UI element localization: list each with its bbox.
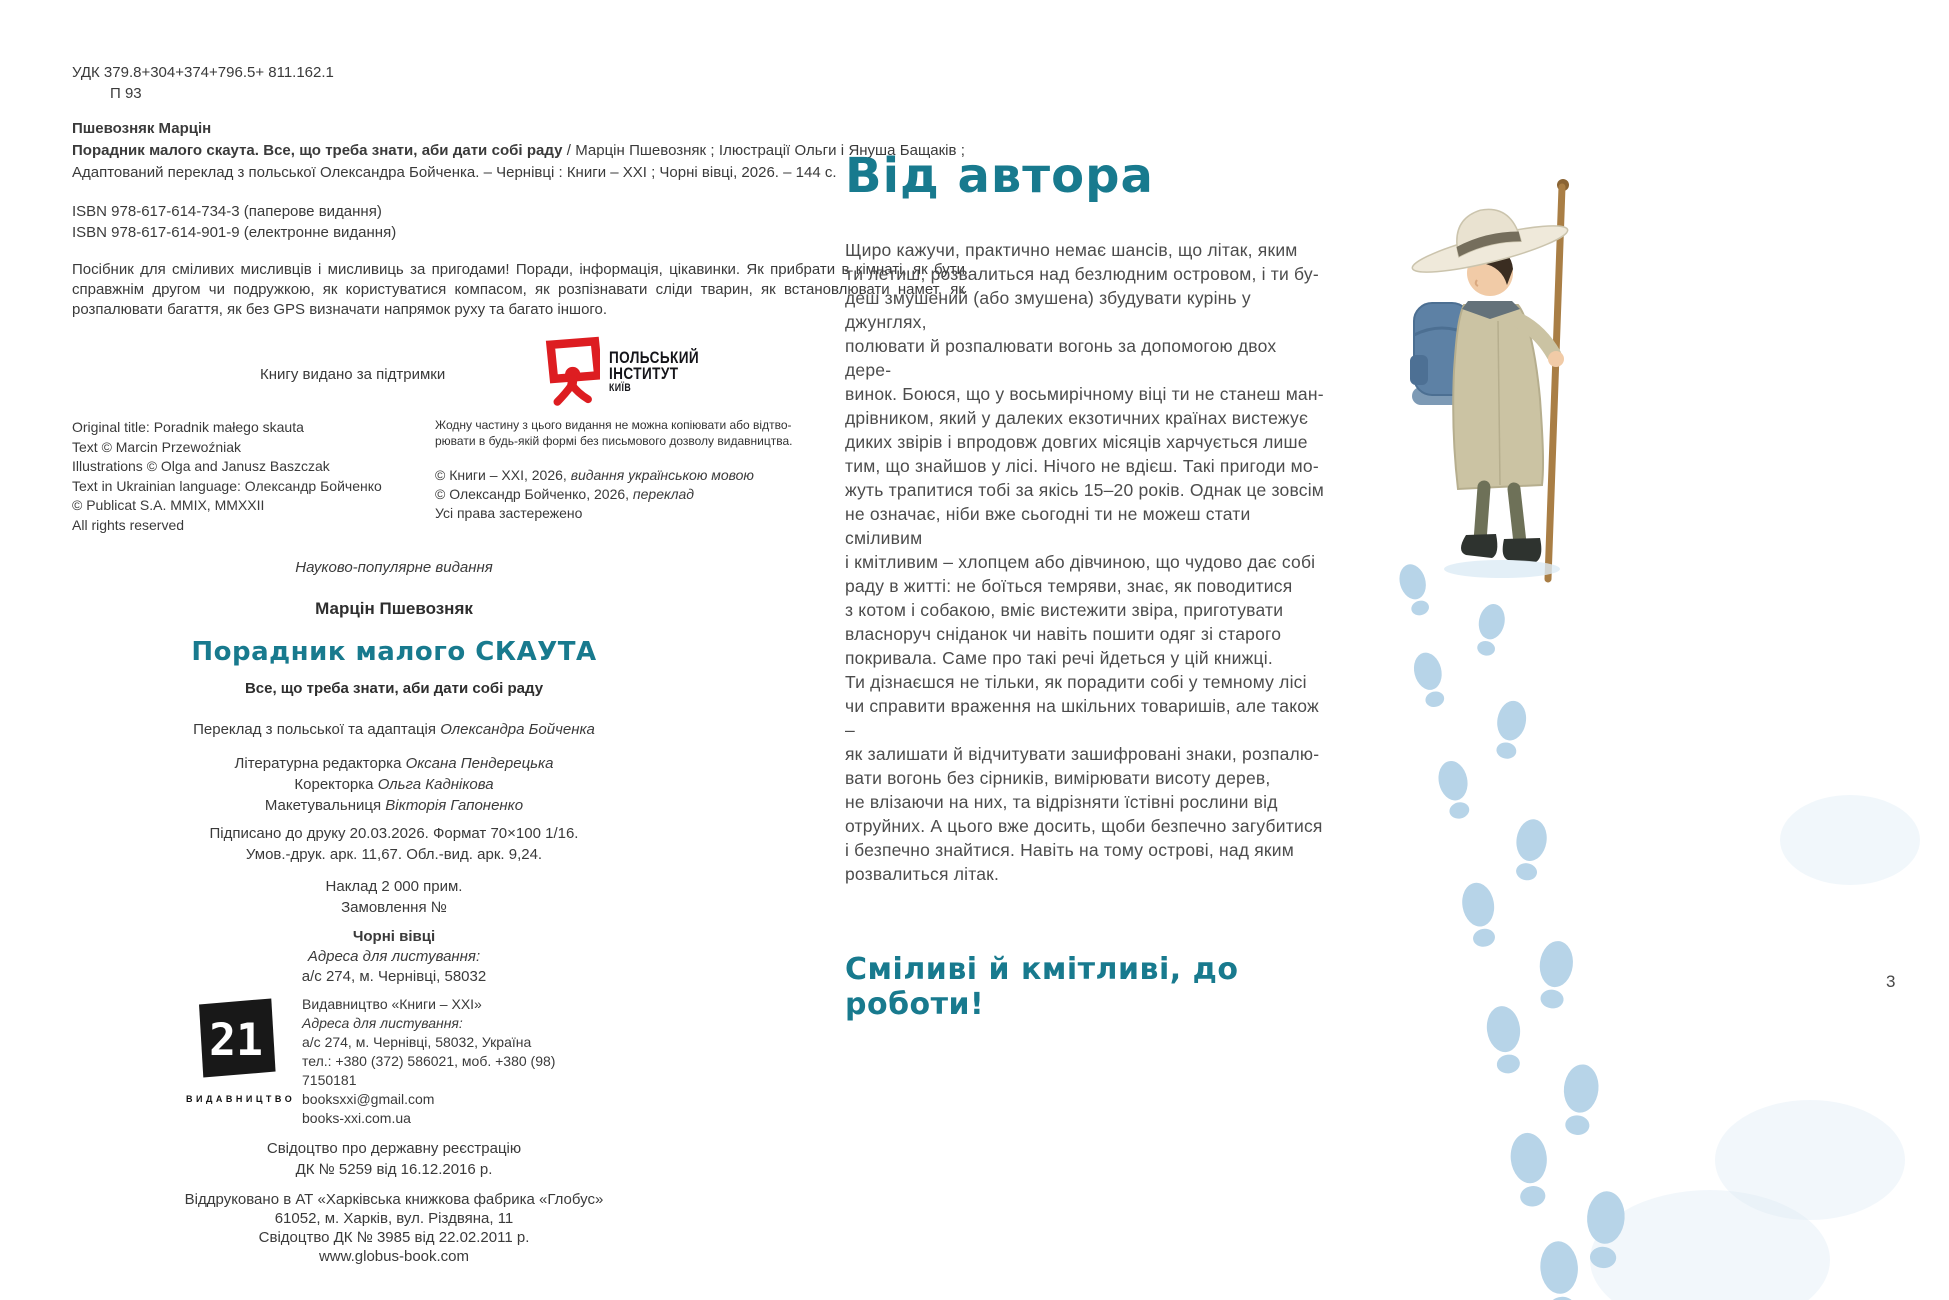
svg-text:21: 21 xyxy=(209,1013,263,1067)
printer-website: www.globus-book.com xyxy=(318,1248,470,1265)
leg xyxy=(1514,489,1520,543)
copyright-line: Text © Marcin Przewoźniak xyxy=(72,438,242,455)
text-line: з котом і собакою, вміє вистежити звіра, приготувати xyxy=(845,600,1284,620)
publisher-address-label: Адреса для листування: xyxy=(302,1015,463,1031)
footprint xyxy=(1484,1004,1526,1076)
publisher-address: а/с 274, м. Чернівці, 58032, Україна xyxy=(302,1034,532,1050)
footprint xyxy=(1508,1131,1552,1208)
books-xxi-logo-caption: ВИДАВНИЦТВО xyxy=(186,1094,296,1104)
copyright-line: Усі права застережено xyxy=(435,505,583,521)
publisher-block xyxy=(72,995,716,1128)
snow-shadow xyxy=(1444,560,1560,578)
text-line: і кмітливим – хлопцем або дівчиною, що чудово дає собі xyxy=(845,552,1316,572)
print-run: Наклад 2 000 прим. Замовлення № xyxy=(325,878,463,916)
page-number: 3 xyxy=(1886,972,1896,991)
staff-line: Літературна редакторка Оксана Пендерецька xyxy=(234,755,554,772)
polish-institute-wordmark: ПОЛЬСЬКИЙ ІНСТИТУТ КИЇВ xyxy=(609,348,700,394)
text-line: отруйних. А цього вже досить, щоби безпечно загубитися xyxy=(845,816,1323,836)
footprint xyxy=(1491,699,1529,761)
text-line: вати вогонь без сірників, вимірювати висоту дерев, xyxy=(845,768,1271,788)
printing-house: Віддруковано в АТ «Харківська книжкова фабрика «Глобус» 61052, м. Харків, вул. Різдвяна, 11 Свідоцтво ДК № 3985 від 22.02.2011 р. www.globus-book.com xyxy=(72,1190,716,1266)
copyright-section xyxy=(72,418,965,544)
foreword-text xyxy=(845,238,1325,886)
copyright-line: Illustrations © Olga and Janusz Baszczak xyxy=(72,458,330,474)
copyright-original xyxy=(72,418,424,535)
bibliographic-record xyxy=(72,118,965,184)
registration-certificate: Свідоцтво про державну реєстрацію ДК № 5259 від 16.12.2016 р. xyxy=(266,1140,522,1178)
edition-type: Науково-популярне видання xyxy=(295,559,493,576)
publisher-name: Видавництво «Книги – XXI» xyxy=(302,996,482,1012)
no-copy-notice: Жодну частину з цього видання не можна копіювати або відтво- рювати в будь-якій формі без письмового дозволу видавництва. xyxy=(435,418,793,448)
page-title: Від автора xyxy=(845,148,1154,204)
text-line: покривала. Саме про такі речі йдеться у цій книжці. xyxy=(845,648,1273,668)
boy-scout xyxy=(1403,179,1571,579)
footprint-trail xyxy=(1395,561,1626,1300)
call-to-action: Сміливі й кмітливі, до роботи! xyxy=(845,952,1239,1022)
annotation: Посібник для сміливих мисливців і мисливиць за пригодами! Поради, інформація, цікавинки. Як прибрати в кімнаті, як бути справжнім другом чи подружкою, як користуватися компасом, як розпізнавати сліди тварин, як встановлювати намет, як розпалювати багаття, як без GPS визначати напрямок руху та багато іншого. xyxy=(72,261,965,318)
books-xxi-logo-icon xyxy=(193,995,279,1081)
text-line: не влізаючи на них, та відрізняти їстівні рослини від xyxy=(845,792,1278,812)
text-line: як залишати й відчитувати зашифровані знаки, розпалю- xyxy=(845,744,1320,764)
text-line: Ти дізнаєшся не тільки, як порадити собі у темному лісі xyxy=(845,672,1307,692)
books-xxi-logo xyxy=(186,995,296,1128)
udk-block xyxy=(72,62,965,104)
footprint xyxy=(1472,602,1508,658)
copyright-line: Text in Ukrainian language: Олександр Бойченко xyxy=(72,477,382,494)
support-section xyxy=(72,332,965,416)
boot xyxy=(1503,538,1542,562)
author-foreword-page xyxy=(845,140,1325,1022)
copyright-line: © Publicat S.A. MMIX, MMXXII xyxy=(72,497,265,513)
publisher-phone: тел.: +380 (372) 586021, моб. +380 (98) 7150181 xyxy=(302,1053,556,1088)
text-line: розвалиться літак. xyxy=(845,864,1000,884)
print-info: Підписано до друку 20.03.2026. Формат 70×100 1/16. Умов.-друк. арк. 11,67. Обл.-вид. арк. 9,24. xyxy=(209,825,579,863)
black-sheep-imprint xyxy=(72,927,716,987)
imprint-column xyxy=(72,557,716,1266)
publisher-website: books-xxi.com.ua xyxy=(302,1110,411,1126)
publisher-contacts xyxy=(302,995,602,1128)
watercolor-wash xyxy=(1780,795,1920,885)
isbn-line: ISBN 978-617-614-901-9 (електронне видання) xyxy=(72,224,397,241)
imprint-author: Марцін Пшевозняк xyxy=(315,599,473,618)
footprint xyxy=(1395,561,1434,618)
isbn-line: ISBN 978-617-614-734-3 (паперове видання) xyxy=(72,203,382,220)
text-line: ти летиш, розвалиться над безлюдним островом, і ти бу- xyxy=(845,264,1319,284)
footprint xyxy=(1459,880,1501,949)
boy-scout-illustration xyxy=(1290,140,1949,1300)
polish-institute-logo xyxy=(542,332,722,412)
footprint xyxy=(1410,650,1450,710)
copyright-line: © Книги – XXI, 2026, видання українською мовою xyxy=(435,467,754,483)
footprint xyxy=(1510,817,1549,882)
footprint xyxy=(1559,1063,1601,1137)
translation-credit: Переклад з польської та адаптація Олександра Бойченка xyxy=(193,721,595,738)
leg xyxy=(1480,487,1484,541)
footprint xyxy=(1539,1240,1582,1300)
copyright-line: Original title: Poradnik małego skauta xyxy=(72,419,304,435)
udk-line: УДК 379.8+304+374+796.5+ 811.162.1 xyxy=(72,64,334,81)
text-line: полювати й розпалювати вогонь за допомогою двох дере- xyxy=(845,336,1277,380)
polish-institute-figure-icon xyxy=(542,333,600,411)
text-line: Щиро кажучи, практично немає шансів, що літак, яким xyxy=(845,240,1298,260)
text-line: раду в житті: не боїться темряви, знає, як поводитися xyxy=(845,576,1293,596)
publisher-email: booksxxi@gmail.com xyxy=(302,1091,435,1107)
text-line: і безпечно знайтися. Навіть на тому острові, над яким xyxy=(845,840,1294,860)
staff-line: Коректорка Ольга Каднікова xyxy=(294,776,494,793)
boot xyxy=(1461,534,1497,558)
udk-line: П 93 xyxy=(110,85,142,102)
imprint-title: Порадник малого СКАУТА xyxy=(191,637,597,667)
black-sheep-name: Чорні вівці xyxy=(352,928,436,945)
text-line: не означає, ніби вже сьогодні ти не можеш стати сміливим xyxy=(845,504,1251,548)
support-note: Книгу видано за підтримки xyxy=(260,366,446,383)
text-line: власноруч сніданок чи навіть пошити одяг зі старого xyxy=(845,624,1282,644)
staff-line: Макетувальниця Вікторія Гапоненко xyxy=(264,797,524,814)
text-line: жуть трапитися тобі за якісь 15–20 років. Однак це зовсім xyxy=(845,480,1325,500)
author-heading: Пшевозняк Марцін xyxy=(72,120,212,137)
black-sheep-address-label: Адреса для листування: xyxy=(307,948,481,965)
text-line: дрівником, який у далеких екзотичних країнах вистежує xyxy=(845,408,1309,428)
text-line: диких звірів і впродовж довгих місяців харчується лише xyxy=(845,432,1308,452)
imprint-subtitle: Все, що треба знати, аби дати собі раду xyxy=(244,680,544,697)
bib-entry: Порадник малого скаута. Все, що треба знати, аби дати собі раду / Марцін Пшевозняк ; Ілюстрації Ольги і Януша Бащаків ; Адаптований переклад з польської Олександра Бойченка. – Чернівці : Книги – XXI ; Чорні вівці, 2026. – 144 с. xyxy=(72,142,965,181)
isbn-block xyxy=(72,201,965,243)
walking-staff xyxy=(1548,187,1562,579)
footprint xyxy=(1435,758,1475,821)
editorial-staff xyxy=(72,753,716,816)
footprint xyxy=(1535,939,1576,1010)
copyright-line: All rights reserved xyxy=(72,516,185,533)
copyright-line: © Олександр Бойченко, 2026, переклад xyxy=(435,486,695,502)
text-line: чи справити враження на шкільних товаришів, але також – xyxy=(845,696,1319,740)
black-sheep-address: а/с 274, м. Чернівці, 58032 xyxy=(301,968,487,985)
hand xyxy=(1548,351,1564,367)
text-line: деш змушений (або змушена) збудувати курінь у джунглях, xyxy=(845,288,1251,332)
text-line: винок. Боюся, що у восьмирічному віці ти не станеш ман- xyxy=(845,384,1324,404)
imprint-page xyxy=(72,62,965,1266)
text-line: тим, що знайшов у лісі. Нічого не вдієш. Такі пригоди мо- xyxy=(845,456,1319,476)
